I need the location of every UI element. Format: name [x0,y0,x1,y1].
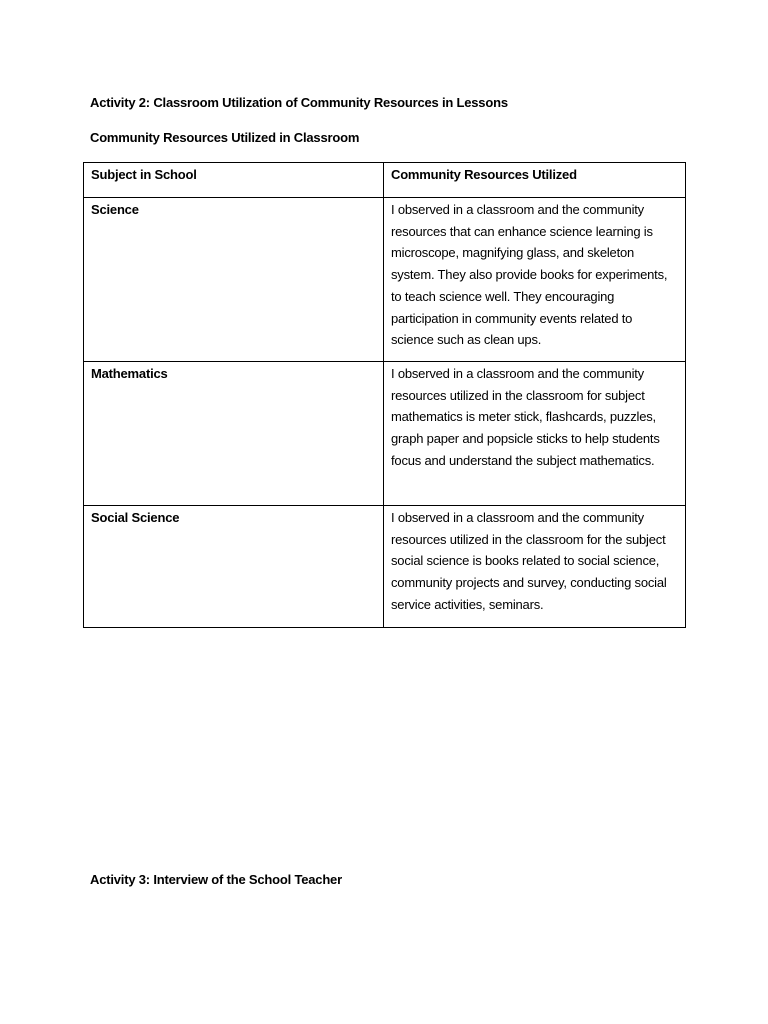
table-row [84,198,686,362]
header-subject: Subject in School [84,163,384,198]
row-resources-cell: I observed in a classroom and the community resources utilized in the classroom for the subject social science is books related to social science, community projects and survey, conducting social service activities, seminars. [384,506,686,628]
row-subject-cell: Science [84,198,384,362]
row-subject-cell: Social Science [84,506,384,628]
activity-3-heading: Activity 3: Interview of the School Teacher [90,872,342,887]
activity-2-heading: Activity 2: Classroom Utilization of Community Resources in Lessons [90,95,508,110]
community-resources-table [83,162,686,628]
header-resources: Community Resources Utilized [384,163,686,198]
row-resources-cell: I observed in a classroom and the community resources utilized in the classroom for subject mathematics is meter stick, flashcards, puzzles, graph paper and popsicle sticks to help students focus and understand the subject mathematics. [384,362,686,506]
table-row [84,506,686,628]
row-subject-cell: Mathematics [84,362,384,506]
table-title: Community Resources Utilized in Classroom [90,130,360,145]
row-resources-cell: I observed in a classroom and the community resources that can enhance science learning is microscope, magnifying glass, and skeleton system. They also provide books for experiments, to teach science well. They encouraging participation in community events related to science such as clean ups. [384,198,686,362]
table-header-row [84,163,686,198]
table-row [84,362,686,506]
